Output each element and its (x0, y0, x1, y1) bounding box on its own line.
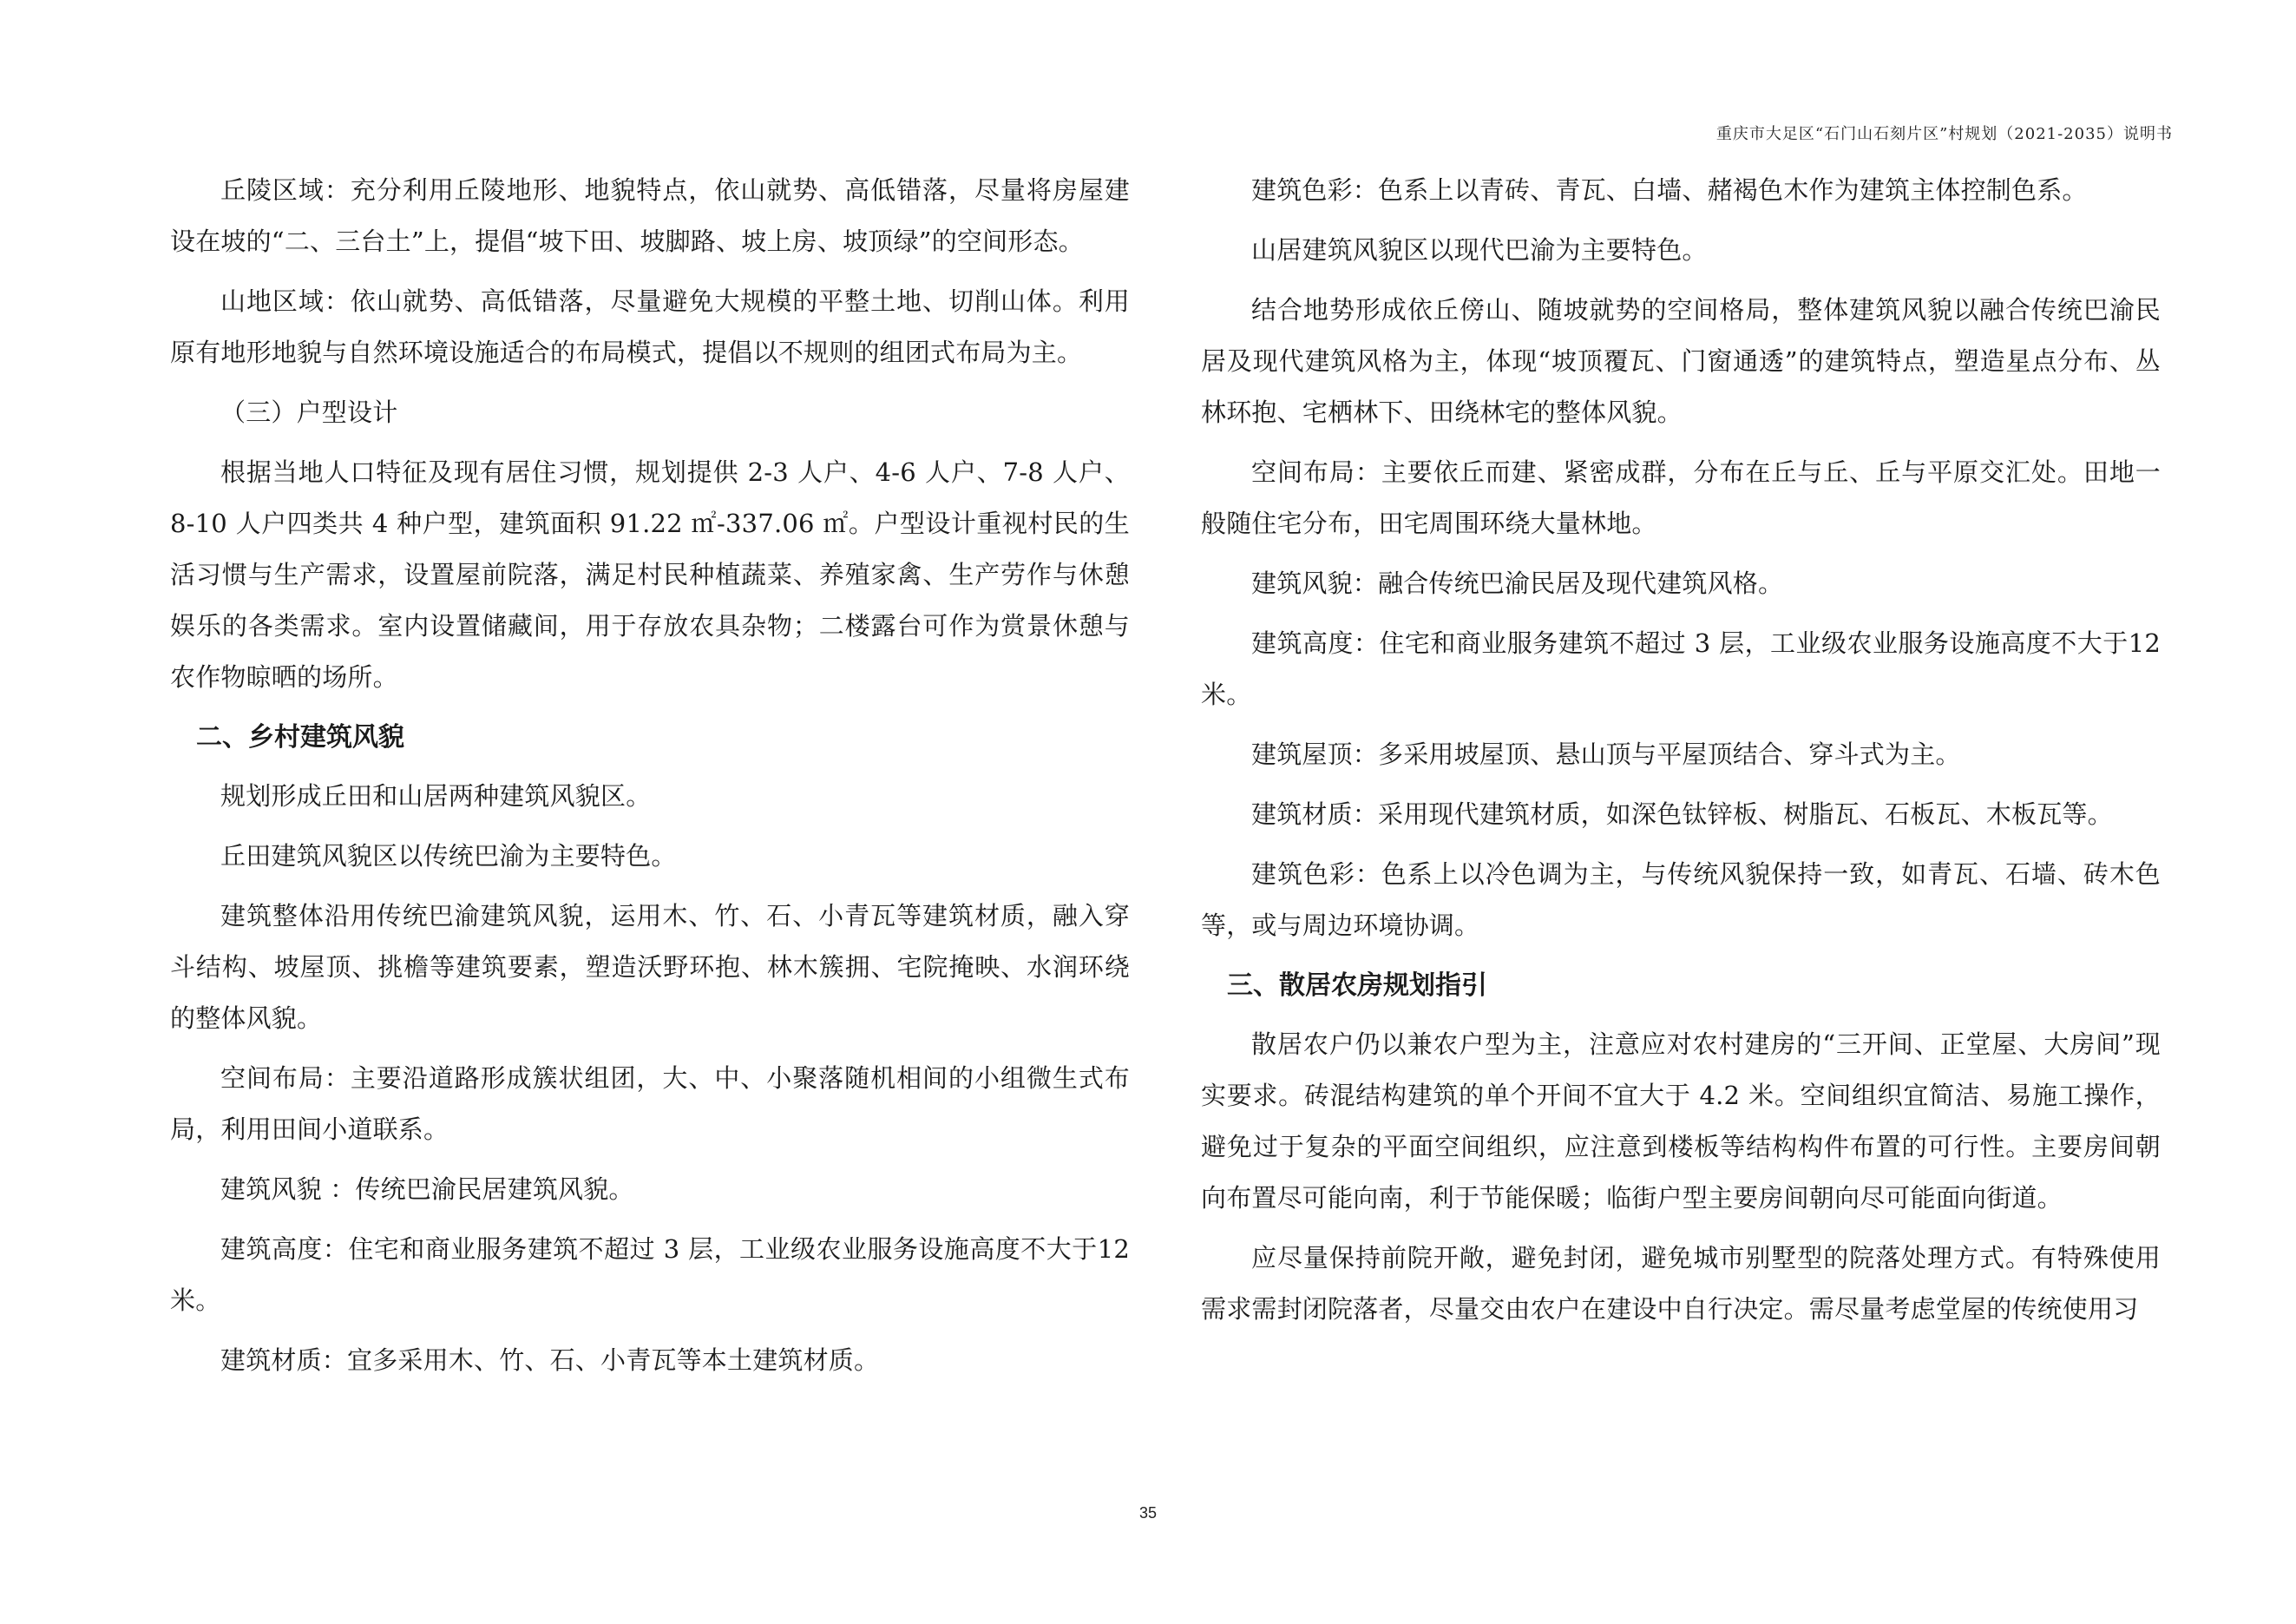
paragraph-building-roof: 建筑屋顶：多采用坡屋顶、悬山顶与平屋顶结合、穿斗式为主。 (1251, 740, 1961, 769)
paragraph-building-color: 建筑色彩：色系上以冷色调为主，与传统风貌保持一致，如青瓦、石墙、砖木色等，或与周边环境协调。 (1201, 859, 2161, 940)
running-header: 重庆市大足区“石门山石刻片区”村规划（2021-2035）说明书 (1715, 125, 2173, 143)
paragraph-building-material: 建筑材质：宜多采用木、竹、石、小青瓦等本土建筑材质。 (220, 1345, 880, 1375)
subheading-house-type-design: （三）户型设计 (220, 398, 398, 427)
left-column (170, 165, 1130, 1395)
paragraph-mountain-area: 山地区域：依山就势、高低错落，尽量避免大规模的平整土地、切削山体。利用原有地形地貌与自然环境设施适合的布局模式，提倡以不规则的组团式布局为主。 (170, 286, 1130, 367)
paragraph-shanju-zone: 山居建筑风貌区以现代巴渝为主要特色。 (1251, 235, 1708, 265)
paragraph-building-height: 建筑高度：住宅和商业服务建筑不超过 3 层，工业级农业服务设施高度不大于12 米。 (170, 1234, 1130, 1315)
paragraph-architectural-style: 建筑风貌 ：传统巴渝民居建筑风貌。 (220, 1174, 634, 1204)
paragraph-qiutian-zone: 丘田建筑风貌区以传统巴渝为主要特色。 (220, 841, 677, 871)
paragraph-traditional-style: 建筑整体沿用传统巴渝建筑风貌，运用木、竹、石、小青瓦等建筑材质，融入穿斗结构、坡屋顶、挑檐等建筑要素，塑造沃野环抱、林木簇拥、宅院掩映、水润环绕的整体风貌。 (170, 901, 1130, 1033)
paragraph-two-zones: 规划形成丘田和山居两种建筑风貌区。 (220, 781, 652, 811)
right-column (1201, 165, 2161, 1344)
paragraph-building-height: 建筑高度：住宅和商业服务建筑不超过 3 层，工业级农业服务设施高度不大于12 米。 (1201, 628, 2161, 709)
page-number: 35 (1138, 1504, 1158, 1522)
paragraph-spatial-layout: 空间布局：主要依丘而建、紧密成群，分布在丘与丘、丘与平原交汇处。田地一般随住宅分布，田宅周围环绕大量林地。 (1201, 457, 2161, 538)
paragraph-spatial-layout: 空间布局：主要沿道路形成簇状组团，大、中、小聚落随机相间的小组微生式布局，利用田间小道联系。 (170, 1063, 1130, 1144)
section-heading-rural-architecture: 二、乡村建筑风貌 (196, 722, 404, 753)
paragraph-terrain-layout: 结合地势形成依丘傍山、随坡就势的空间格局，整体建筑风貌以融合传统巴渝民居及现代建筑风格为主，体现“坡顶覆瓦、门窗通透”的建筑特点，塑造星点分布、丛林环抱、宅栖林下、田绕林宅的整体风貌。 (1201, 295, 2161, 427)
paragraph-architectural-style: 建筑风貌：融合传统巴渝民居及现代建筑风格。 (1251, 569, 1784, 598)
section-heading-scattered-housing: 三、散居农房规划指引 (1227, 970, 1487, 1001)
paragraph-front-yard: 应尽量保持前院开敞，避免封闭，避免城市别墅型的院落处理方式。有特殊使用需求需封闭院落者，尽量交由农户在建设中自行决定。需尽量考虑堂屋的传统使用习 (1201, 1243, 2161, 1324)
paragraph-house-types: 根据当地人口特征及现有居住习惯，规划提供 2-3 人户、4-6 人户、7-8 人户、8-10 人户四类共 4 种户型，建筑面积 91.22 ㎡-337.06 ㎡。户型设计重视村民的生活习惯与生产需求，设置屋前院落，满足村民种植蔬菜、养殖家禽、生产劳作与休憩娱乐的各类需求。室内设置储藏间，用于存放农具杂物；二楼露台可作为赏景休憩与农作物晾晒的场所。 (170, 457, 1130, 692)
paragraph-building-material: 建筑材质：采用现代建筑材质，如深色钛锌板、树脂瓦、石板瓦、木板瓦等。 (1251, 799, 2113, 829)
paragraph-building-color: 建筑色彩：色系上以青砖、青瓦、白墙、赭褐色木作为建筑主体控制色系。 (1251, 175, 2088, 205)
paragraph-hill-area: 丘陵区域：充分利用丘陵地形、地貌特点，依山就势、高低错落，尽量将房屋建设在坡的“二、三台土”上，提倡“坡下田、坡脚路、坡上房、坡顶绿”的空间形态。 (170, 175, 1130, 256)
paragraph-scattered-households: 散居农户仍以兼农户型为主，注意应对农村建房的“三开间、正堂屋、大房间”现实要求。砖混结构建筑的单个开间不宜大于 4.2 米。空间组织宜简洁、易施工操作，避免过于复杂的平面空间组织，应注意到楼板等结构构件布置的可行性。主要房间朝向布置尽可能向南，利于节能保暖；临街户型主要房间朝向尽可能面向街道。 (1201, 1029, 2161, 1213)
